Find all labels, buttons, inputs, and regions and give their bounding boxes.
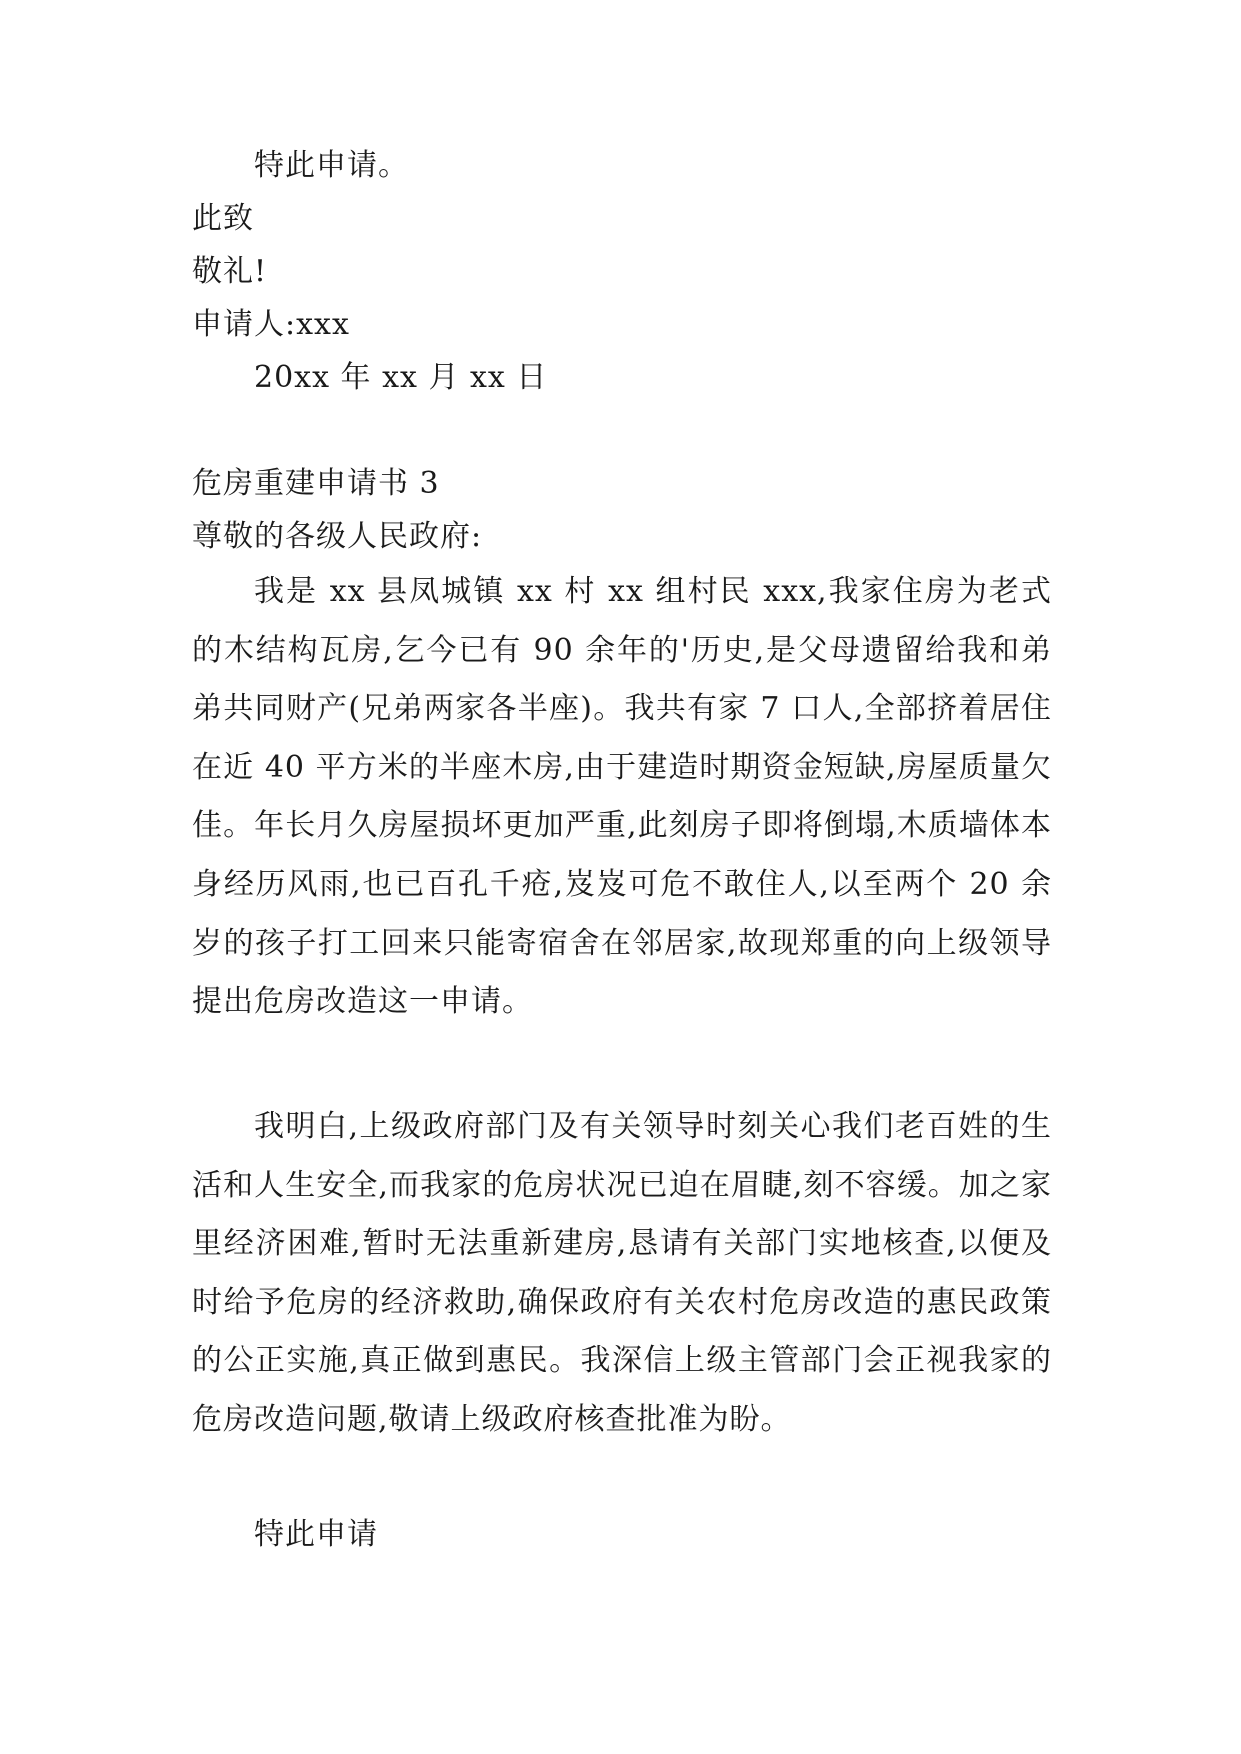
salute-line: 敬礼! [192, 254, 268, 289]
to-line: 此致 [192, 201, 254, 236]
letter-paragraph-2: 我明白,上级政府部门及有关领导时刻关心我们老百姓的生活和人生安全,而我家的危房状况已迫在眉睫,刻不容缓。加之家里经济困难,暂时无法重新建房,恳请有关部门实地核查,以便及时给予危房的经济救助,确保政府有关农村危房改造的惠民政策的公正实施,真正做到惠民。我深信上级主管部门会正视我家的危房改造问题,敬请上级政府核查批准为盼。 [192, 1109, 1052, 1437]
applicant-line: 申请人:xxx [192, 307, 350, 342]
letter-paragraph-1: 我是 xx 县凤城镇 xx 村 xx 组村民 xxx,我家住房为老式的木结构瓦房,乞今已有 90 余年的'历史,是父母遗留给我和弟弟共同财产(兄弟两家各半座)。我共有家 7 口人,全部挤着居住在近 40 平方米的半座木房,由于建造时期资金短缺,房屋质量欠佳。年长月久房屋损坏更加严重,此刻房子即将倒塌,木质墙体本身经历风雨,也已百孔千疮,岌岌可危不敢住人,以至两个 20 余岁的孩子打工回来只能寄宿舍在邻居家,故现郑重的向上级领导提出危房改造这一申请。 [192, 574, 1052, 1020]
special-request-line: 特此申请。 [254, 148, 409, 183]
letter-greeting: 尊敬的各级人民政府: [192, 519, 483, 554]
letter-title: 危房重建申请书 3 [192, 466, 440, 501]
date-line: 20xx 年 xx 月 xx 日 [254, 360, 548, 395]
letter-closing: 特此申请 [254, 1517, 378, 1552]
